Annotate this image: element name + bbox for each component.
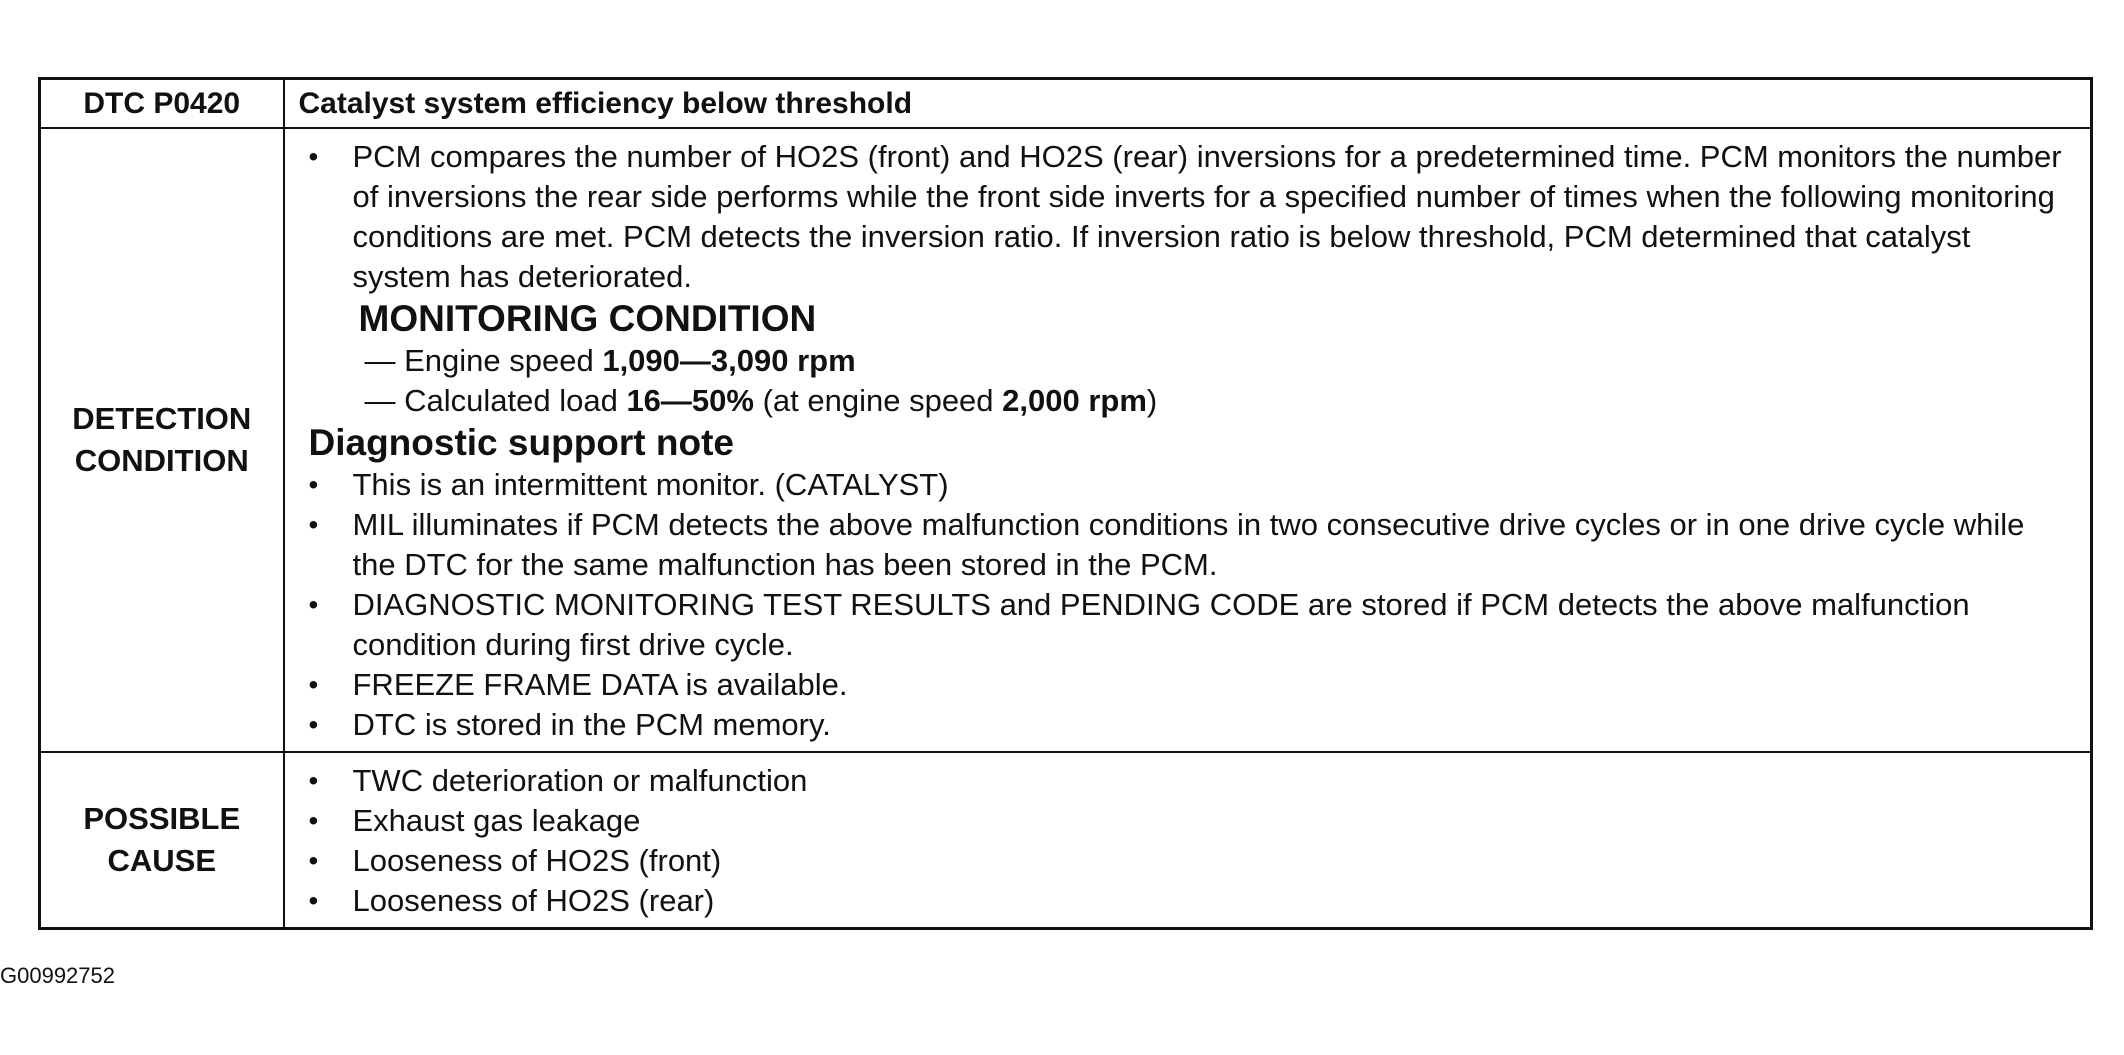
calculated-load-line <box>309 381 2075 421</box>
figure-id: G00992752 <box>0 963 115 988</box>
calc-load-suffix: ) <box>1146 383 1158 418</box>
detection-condition-label <box>40 128 284 752</box>
possible-cause-row <box>40 752 2092 929</box>
cause-item: • TWC deterioration or malfunction <box>309 761 2075 801</box>
support-note-item: • MIL illuminates if PCM detects the above malfunction conditions in two consecutive drive cycles or in one drive cycle while the DTC for the same malfunction has been stored in the PCM. <box>309 505 2075 585</box>
header-row <box>40 79 2092 129</box>
support-note-item: • FREEZE FRAME DATA is available. <box>309 665 2075 705</box>
dtc-table <box>38 77 2093 930</box>
dtc-title: Catalyst system efficiency below threshold <box>284 79 2092 129</box>
calc-load-rpm: 2,000 rpm <box>1002 383 1147 418</box>
engine-speed-prefix: — Engine speed <box>364 343 603 378</box>
calc-load-middle: (at engine speed <box>753 383 1003 418</box>
engine-speed-value: 1,090—3,090 rpm <box>602 343 856 378</box>
possible-cause-label <box>40 752 284 929</box>
support-note-item: • DIAGNOSTIC MONITORING TEST RESULTS and PENDING CODE are stored if PCM detects the above malfunction condition during first drive cycle. <box>309 585 2075 665</box>
cause-item: • Exhaust gas leakage <box>309 801 2075 841</box>
diagnostic-support-heading: Diagnostic support note <box>308 422 734 463</box>
dtc-code: DTC P0420 <box>40 79 284 129</box>
detection-label-line2: CONDITION <box>74 443 249 478</box>
engine-speed-line <box>309 341 2075 381</box>
calc-load-prefix: — Calculated load <box>364 383 627 418</box>
possible-cause-label-line2: CAUSE <box>107 843 216 878</box>
detection-intro-item: • PCM compares the number of HO2S (front) and HO2S (rear) inversions for a predetermined time. PCM monitors the number of inversions the rear side performs while the front side inverts for a specified number of times when the following monitoring conditions are met. PCM detects the inversion ratio. If inversion ratio is below threshold, PCM determined that catalyst system has deteriorated. <box>309 137 2075 297</box>
possible-cause-label-line1: POSSIBLE <box>83 801 241 836</box>
cause-item: • Looseness of HO2S (front) <box>309 841 2075 881</box>
calc-load-value: 16—50% <box>626 383 754 418</box>
possible-cause-content <box>284 752 2092 929</box>
detection-label-line1: DETECTION <box>72 401 252 436</box>
cause-item: • Looseness of HO2S (rear) <box>309 881 2075 921</box>
detection-condition-row <box>40 128 2092 752</box>
monitoring-condition-heading: MONITORING CONDITION <box>358 298 817 339</box>
support-note-item: • DTC is stored in the PCM memory. <box>309 705 2075 745</box>
support-note-item: • This is an intermittent monitor. (CATALYST) <box>309 465 2075 505</box>
detection-condition-content <box>284 128 2092 752</box>
